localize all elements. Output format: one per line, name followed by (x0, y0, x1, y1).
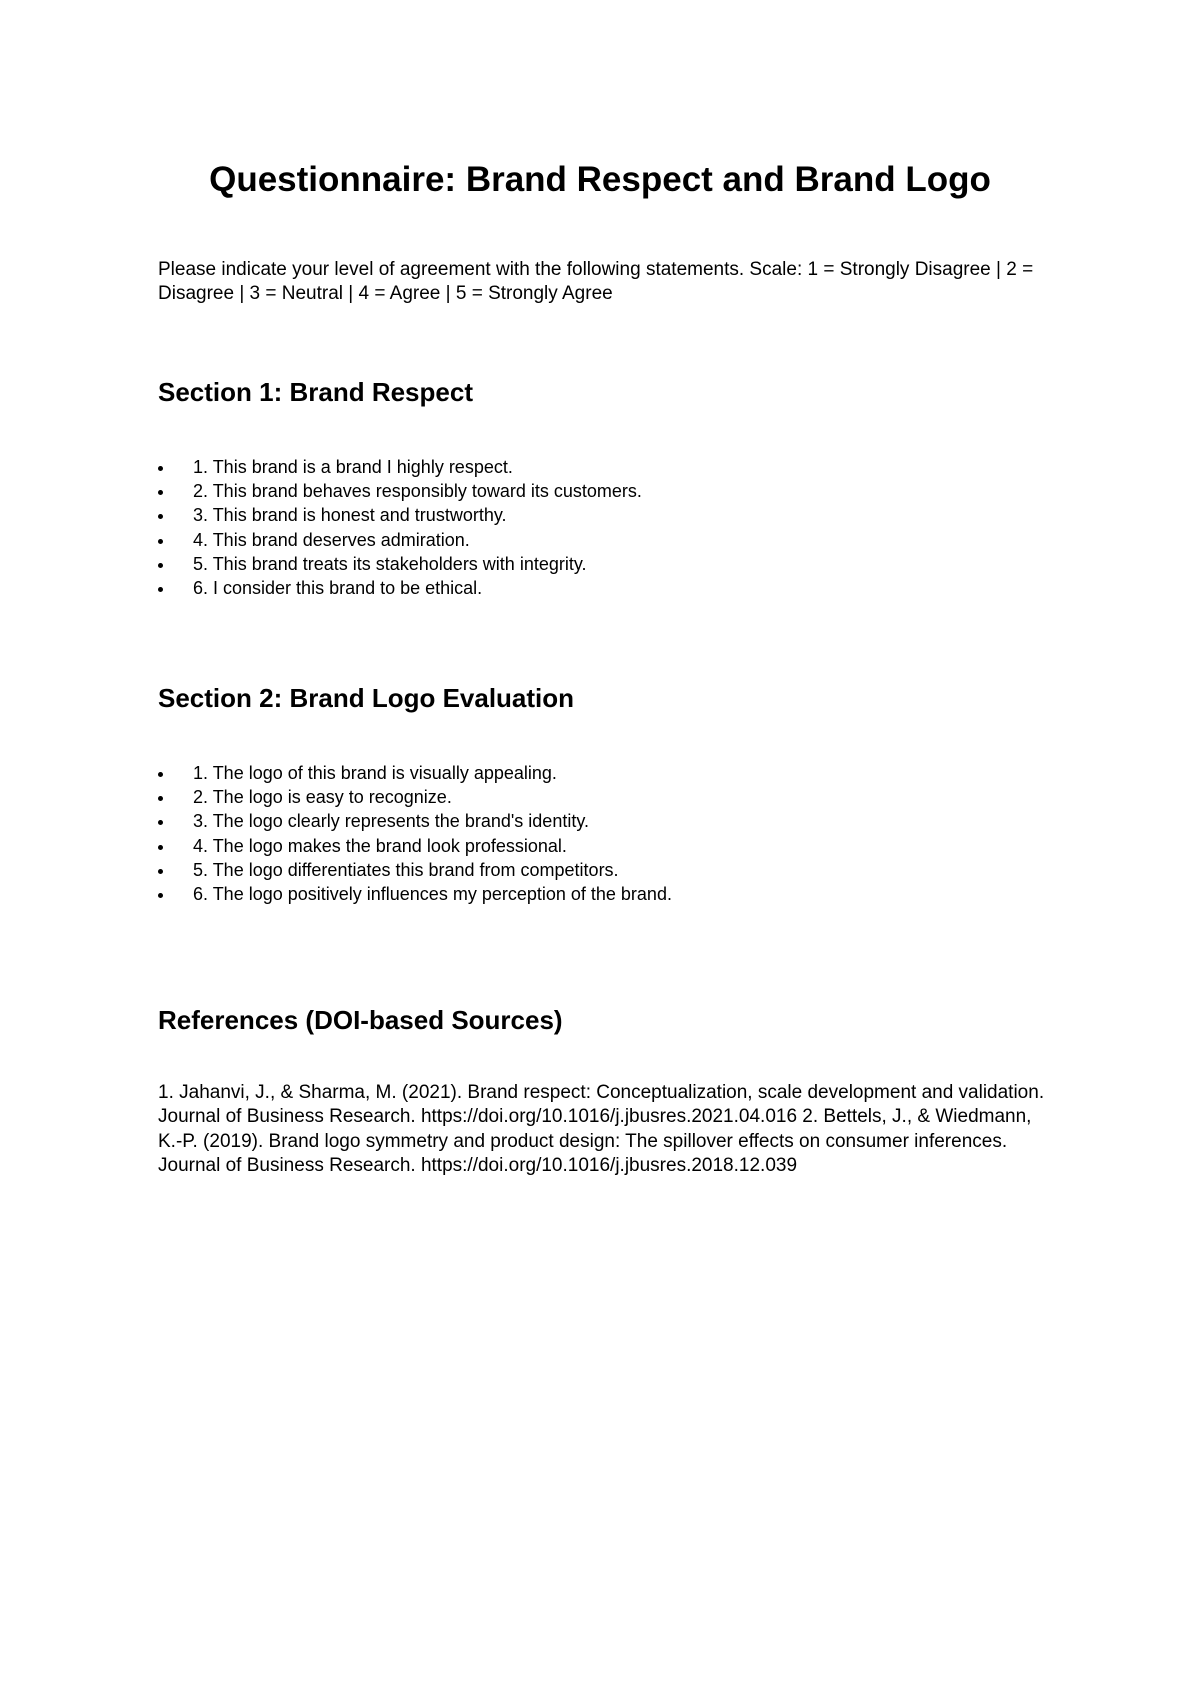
section-2-heading: Section 2: Brand Logo Evaluation (158, 683, 575, 713)
bullet-icon (158, 845, 163, 850)
section-1-heading: Section 1: Brand Respect (158, 377, 473, 407)
list-item (158, 479, 1058, 503)
list-item (158, 882, 1058, 906)
bullet-icon (158, 820, 163, 825)
section-2-list (158, 761, 1058, 906)
references-paragraph: 1. Jahanvi, J., & Sharma, M. (2021). Brand respect: Conceptualization, scale development and validation. Journal of Business Research. https://doi.org/10.1016/j.jbusres.2021.04.016 2. Bettels, J., & Wiedmann, K.-P. (2019). Brand logo symmetry and product design: The spillover effects on consumer inferences. Journal of Business Research. https://doi.org/10.1016/j.jbusres.2018.12.039 (158, 1082, 1045, 1177)
statement-text: 2. The logo is easy to recognize. (193, 787, 452, 808)
statement-text: 5. This brand treats its stakeholders with integrity. (193, 553, 587, 574)
document-title: Questionnaire: Brand Respect and Brand Logo (209, 160, 991, 199)
bullet-icon (158, 490, 163, 495)
list-item (158, 455, 1058, 479)
list-item (158, 785, 1058, 809)
list-item (158, 761, 1058, 785)
bullet-icon (158, 796, 163, 801)
list-item (158, 503, 1058, 527)
statement-text: 6. The logo positively influences my perception of the brand. (193, 883, 672, 904)
statement-text: 2. This brand behaves responsibly toward its customers. (193, 481, 642, 502)
list-item (158, 552, 1058, 576)
list-item (158, 858, 1058, 882)
references-heading: References (DOI-based Sources) (158, 1005, 563, 1035)
statement-text: 4. The logo makes the brand look professional. (193, 835, 567, 856)
bullet-icon (158, 772, 163, 777)
list-item (158, 809, 1058, 833)
list-item (158, 528, 1058, 552)
bullet-icon (158, 514, 163, 519)
bullet-icon (158, 869, 163, 874)
list-item (158, 576, 1058, 600)
statement-text: 4. This brand deserves admiration. (193, 529, 470, 550)
bullet-icon (158, 587, 163, 592)
statement-text: 1. The logo of this brand is visually appealing. (193, 763, 557, 783)
statement-text: 3. The logo clearly represents the brand's identity. (193, 811, 589, 832)
statement-text: 1. This brand is a brand I highly respect. (193, 457, 513, 477)
statement-text: 6. I consider this brand to be ethical. (193, 577, 483, 598)
bullet-icon (158, 539, 163, 544)
bullet-icon (158, 466, 163, 471)
statement-text: 3. This brand is honest and trustworthy. (193, 505, 507, 526)
bullet-icon (158, 893, 163, 898)
section-1-list (158, 455, 1058, 600)
statement-text: 5. The logo differentiates this brand from competitors. (193, 859, 619, 880)
list-item (158, 834, 1058, 858)
instructions-paragraph: Please indicate your level of agreement with the following statements. Scale: 1 = Strongly Disagree | 2 = Disagree | 3 = Neutral | 4 = Agree | 5 = Strongly Agree (158, 259, 1034, 304)
bullet-icon (158, 563, 163, 568)
